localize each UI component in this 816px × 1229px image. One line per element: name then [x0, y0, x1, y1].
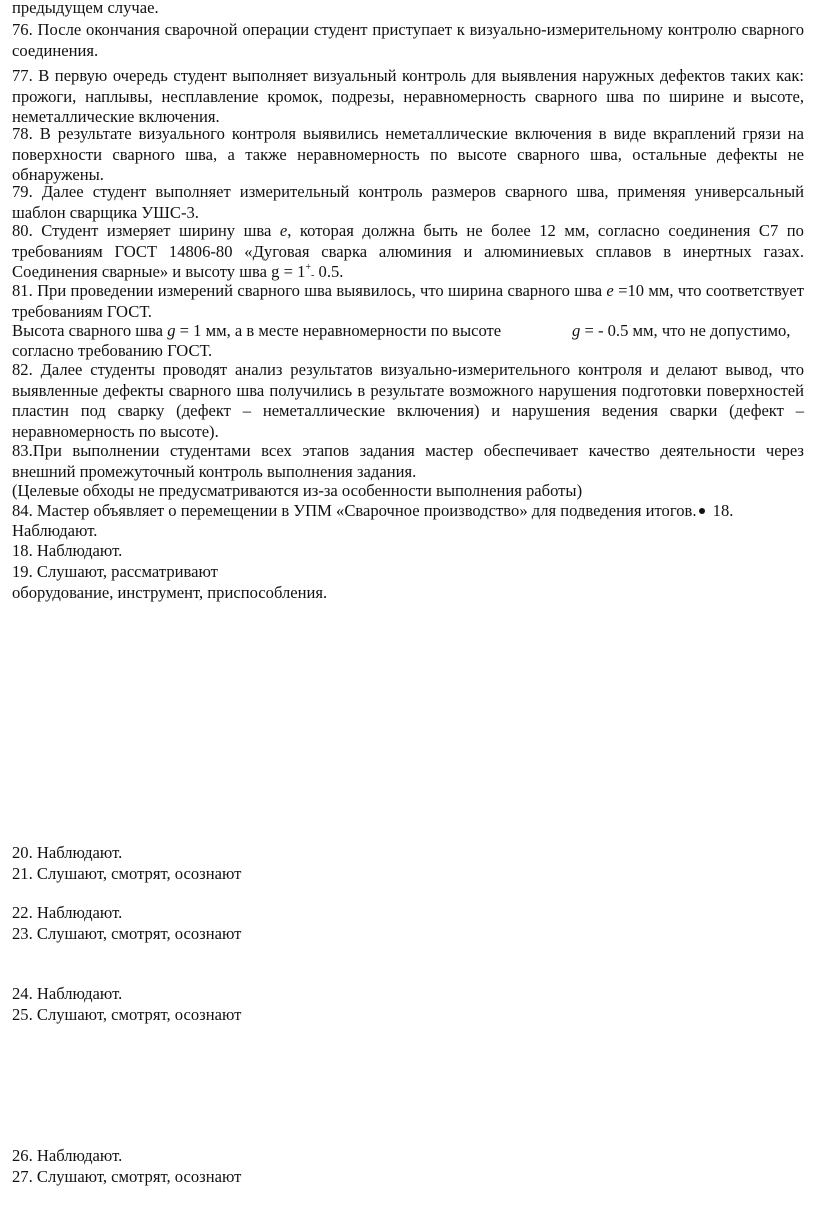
- response-19-continued: оборудование, инструмент, приспособления.: [12, 583, 328, 602]
- height-line-1: Высота сварного шва g = 1 мм, а в месте неравномерности по высоте: [12, 321, 502, 340]
- response-23: 23. Слушают, смотрят, осознают: [12, 924, 242, 943]
- bullet-icon: [699, 508, 705, 514]
- response-20: 20. Наблюдают.: [12, 843, 123, 862]
- note-text: (Целевые обходы не предусматриваются из-за особенности выполнения работы): [12, 481, 583, 500]
- response-21: 21. Слушают, смотрят, осознают: [12, 864, 242, 883]
- height-line-1-right: g = - 0.5 мм, что не допустимо,: [572, 321, 791, 340]
- height-line-2: согласно требованию ГОСТ.: [12, 341, 213, 360]
- response-19: 19. Слушают, рассматривают: [12, 562, 218, 581]
- response-25: 25. Слушают, смотрят, осознают: [12, 1005, 242, 1024]
- item-84: 84. Мастер объявляет о перемещении в УПМ «Сварочное производство» для подведения итогов. 18.: [12, 501, 734, 520]
- response-22: 22. Наблюдают.: [12, 903, 123, 922]
- item-77: 77. В первую очередь студент выполняет визуальный контроль для выявления наружных дефектов таких как: прожоги, наплывы, несплавление кромок, подрезы, неравномерность сварного шва по ширине и высоте, неметаллические включения.: [12, 66, 804, 127]
- item-80: 80. Студент измеряет ширину шва е, которая должна быть не более 12 мм, согласно соединения С7 по требованиям ГОСТ 14806-80 «Дуговая сварка алюминия и алюминиевых сплавов в инертных газах. Соединения сварные» и высоту шва $g = 1^+_-$ 0.5.: [12, 221, 804, 282]
- response-27: 27. Слушают, смотрят, осознают: [12, 1167, 242, 1186]
- response-24: 24. Наблюдают.: [12, 984, 123, 1003]
- response-26: 26. Наблюдают.: [12, 1146, 123, 1165]
- item-83: 83.При выполнении студентами всех этапов задания мастер обеспечивает качество деятельности через внешний промежуточный контроль выполнения задания.: [12, 441, 804, 481]
- item-78: 78. В результате визуального контроля выявились неметаллические включения в виде вкраплений грязи на поверхности сварного шва, а также неравномерность по высоте сварного шва, остальные дефекты не обнаружены.: [12, 124, 804, 185]
- item-82: 82. Далее студенты проводят анализ результатов визуально-измерительного контроля и делают вывод, что выявленные дефекты сварного шва получились в результате возможного нарушения подготовки поверхностей пластин под сварку (дефект – неметаллические включения) и нарушения ведения сварки (дефект – неравномерность по высоте).: [12, 360, 804, 441]
- item-76: 76. После окончания сварочной операции студент приступает к визуально-измерительному контролю сварного соединения.: [12, 20, 804, 60]
- item-84-continued: Наблюдают.: [12, 521, 98, 540]
- response-18: 18. Наблюдают.: [12, 541, 123, 560]
- item-79: 79. Далее студент выполняет измерительный контроль размеров сварного шва, применяя универсальный шаблон сварщика УШС-3.: [12, 182, 804, 222]
- intro-text: предыдущем случае.: [12, 0, 159, 17]
- item-81: 81. При проведении измерений сварного шва выявилось, что ширина сварного шва е =10 мм, что соответствует требованиям ГОСТ.: [12, 281, 804, 321]
